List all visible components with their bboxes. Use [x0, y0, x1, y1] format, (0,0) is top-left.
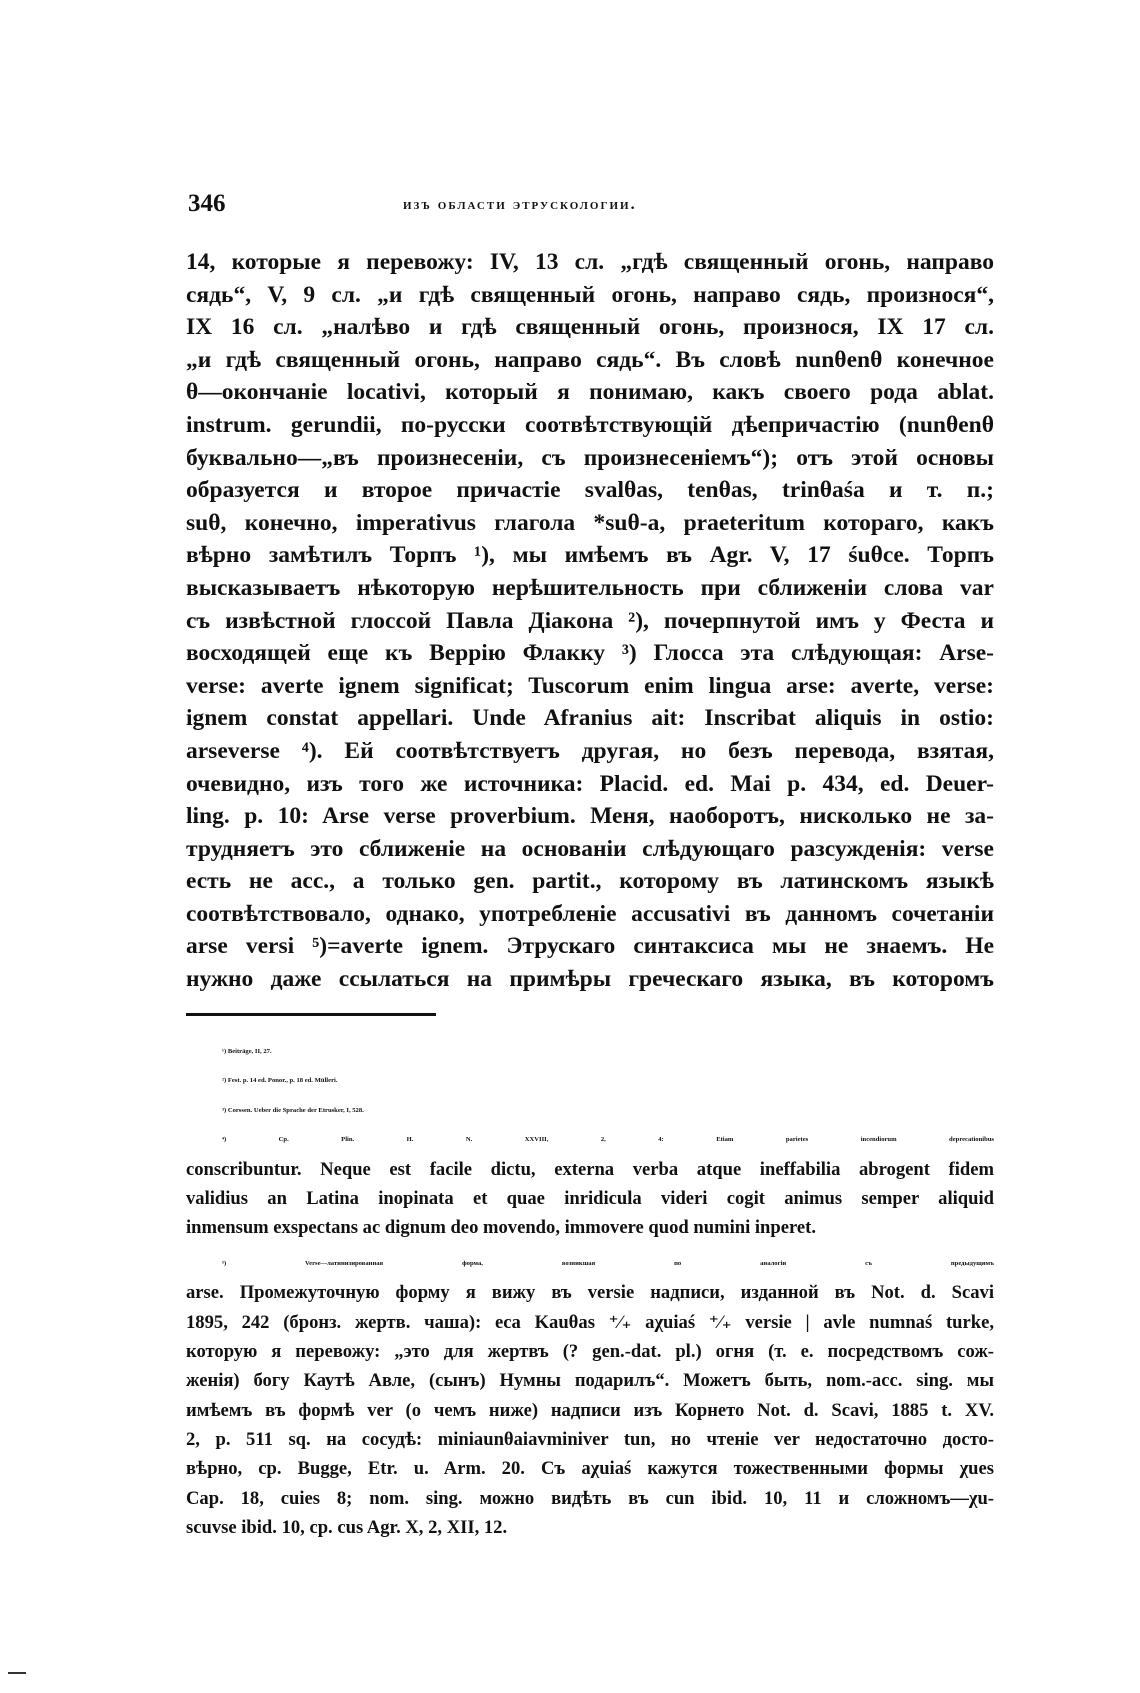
body-line: verse: averte ignem significat; Tuscorum enim lingua arse: averte, verse: [186, 672, 994, 699]
body-line: 14, которые я перевожу: IV, 13 сл. „гдѣ священный огонь, направо [186, 249, 994, 275]
margin-mark [8, 1672, 26, 1674]
footnote-line: scuvse ibid. 10, ср. cus Agr. X, 2, XII, 12. [186, 1517, 508, 1539]
body-line: очевидно, изъ того же источника: Placid. ed. Mai p. 434, ed. Deuer- [186, 770, 994, 797]
body-line: ling. p. 10: Arse verse proverbium. Меня, наоборотъ, нисколько не за- [186, 803, 994, 830]
footnote-separator [186, 1013, 436, 1016]
footnote-line: Cap. 18, cuies 8; nom. sing. можно видѣть въ cun ibid. 10, 11 и сложномъ—χu- [186, 1487, 994, 1509]
footnote-line: validius an Latina inopinata et quae inridicula videri cogit animus semper aliquid [186, 1187, 994, 1209]
footnote-line: имѣемъ въ формѣ ver (о чемъ ниже) надписи изъ Корнето Not. d. Scavi, 1885 t. XV. [186, 1399, 994, 1421]
footnote-line: ⁵) Verse—латинизированная форма, возникшая по аналогіи съ предыдущимъ [222, 1259, 994, 1267]
footnote-line: inmensum exspectans ac dignum deo movendo, immovere quod numini inperet. [186, 1217, 816, 1239]
body-line: съ извѣстной глоссой Павла Діакона ²), почерпнутой имъ у Феста и [186, 607, 994, 634]
body-line: suθ, конечно, imperativus глагола *suθ-a, praeteritum котораго, какъ [186, 509, 994, 536]
footnote-line: которую я перевожу: „это для жертвъ (? gen.-dat. pl.) огня (т. е. посредствомъ сож- [186, 1340, 994, 1362]
footnote-line: 1895, 242 (бронз. жертв. чаша): eca Kauθas ⁺⁄₊ aχuiaś ⁺⁄₊ versie | avle numnaś turke, [186, 1311, 994, 1333]
body-line: ignem constat appellari. Unde Afranius ait: Inscribat aliquis in ostio: [186, 705, 994, 732]
footnote-line: ¹) Beiträge, II, 27. [222, 1048, 272, 1055]
page-header [188, 190, 988, 230]
footnotes [186, 1037, 994, 1543]
body-line: буквально—„въ произнесеніи, съ произнесеніемъ“); отъ этой основы [186, 444, 994, 471]
footnote-line: 2, p. 511 sq. на сосудѣ: miniaunθaiavminiver tun, но чтеніе ver недостаточно досто- [186, 1429, 994, 1451]
page-number: 346 [188, 190, 226, 217]
body-line: θ—окончаніе locativi, который я понимаю, какъ своего рода ablat. [186, 379, 994, 406]
footnote-line: ³) Corssen. Ueber die Sprache der Etrusker, I, 528. [222, 1106, 364, 1114]
body-line: сядь“, V, 9 сл. „и гдѣ священный огонь, направо сядь, произнося“, [186, 281, 994, 308]
body-line: есть не acc., а только gen. partit., которому въ латинскомъ языкѣ [186, 868, 994, 895]
footnote-line: ⁴) Cp. Plin. H. N. XXVIII, 2, 4: Etiam parietes incendiorum deprecationibus [222, 1136, 994, 1144]
body-line: соотвѣтствовало, однако, употребленіе accusativi въ данномъ сочетаніи [186, 900, 994, 927]
body-line: восходящей еще къ Веррію Флакку ³) Глосса эта слѣдующая: Arse- [186, 640, 994, 667]
body-line: высказываетъ нѣкоторую нерѣшительность при сближеніи слова var [186, 574, 994, 601]
body-text [186, 246, 994, 996]
body-line: arseverse ⁴). Ей соотвѣтствуетъ другая, но безъ перевода, взятая, [186, 737, 994, 764]
footnote-line: arse. Промежуточную форму я вижу въ versie надписи, изданной въ Not. d. Scavi [186, 1282, 994, 1304]
footnote-line: conscribuntur. Neque est facile dictu, externa verba atque ineffabilia abrogent fidem [186, 1158, 994, 1180]
body-line: трудняетъ это сближеніе на основаніи слѣдующаго разсужденія: verse [186, 835, 994, 862]
body-line: „и гдѣ священный огонь, направо сядь“. Въ словѣ nunθenθ конечное [186, 346, 994, 373]
body-line: образуется и второе причастіе svalθas, tenθas, trinθaśa и т. п.; [186, 477, 994, 504]
footnote-line: вѣрно, ср. Bugge, Etr. u. Arm. 20. Съ aχuiaś кажутся тожественными формы χues [186, 1458, 994, 1480]
body-line: вѣрно замѣтилъ Торпъ ¹), мы имѣемъ въ Agr. V, 17 śuθce. Торпъ [186, 542, 994, 569]
body-line: instrum. gerundii, по-русски соотвѣтствующій дѣепричастію (nunθenθ [186, 411, 994, 438]
running-head: изъ области этрускологии. [403, 196, 637, 213]
footnote-line: ²) Fest. p. 14 ed. Ponor., p. 18 ed. Mülleri. [222, 1077, 338, 1085]
body-line: IX 16 сл. „налѣво и гдѣ священный огонь, произнося, IX 17 сл. [186, 314, 994, 341]
body-line: arse versi ⁵)=averte ignem. Этрускаго синтаксиса мы не знаемъ. Не [186, 933, 994, 960]
footnote-line: женія) богу Каутѣ Авле, (сынъ) Нумны подарилъ“. Можетъ быть, nom.-acc. sing. мы [186, 1370, 994, 1392]
body-line: нужно даже ссылаться на примѣры греческаго языка, въ которомъ [186, 966, 994, 993]
